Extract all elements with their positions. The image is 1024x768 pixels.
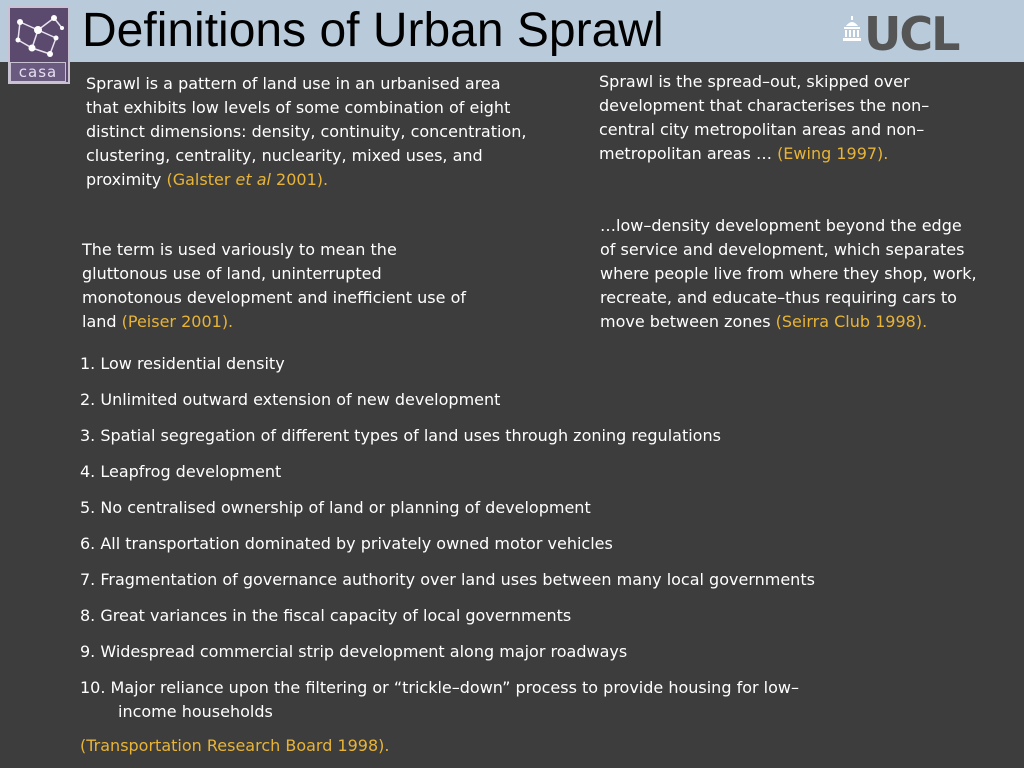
list-item bbox=[80, 676, 980, 734]
sprawl-dimensions-list bbox=[80, 352, 980, 734]
definition-text: Sprawl is a pattern of land use in an urbanised area that exhibits low levels of some combination of eight distinct dimensions: density, continuity, concentration, clustering, centrality, nuclearity, mixed uses, and proximity bbox=[86, 74, 527, 189]
definition-peiser bbox=[82, 238, 482, 334]
list-item: 6. All transportation dominated by privately owned motor vehicles bbox=[80, 534, 613, 553]
list-item: 3. Spatial segregation of different types of land uses through zoning regulations bbox=[80, 426, 721, 445]
ucl-logo-text: UCL bbox=[864, 7, 959, 61]
citation: (Seirra Club 1998). bbox=[775, 312, 928, 331]
definition-galster bbox=[86, 72, 536, 192]
list-item-continuation: income households bbox=[118, 702, 273, 721]
definition-text: The term is used variously to mean the gluttonous use of land, uninterrupted monotonous development and inefficient use of land bbox=[82, 240, 466, 331]
list-item-line: 10. Major reliance upon the filtering or “trickle–down” process to provide housing for low– bbox=[80, 678, 799, 697]
casa-logo-text: casa bbox=[10, 62, 66, 82]
list-item: 5. No centralised ownership of land or planning of development bbox=[80, 498, 591, 517]
list-item: 1. Low residential density bbox=[80, 354, 285, 373]
citation: (Ewing 1997). bbox=[777, 144, 889, 163]
list-item: 2. Unlimited outward extension of new development bbox=[80, 390, 501, 409]
list-citation: (Transportation Research Board 1998). bbox=[80, 736, 390, 755]
network-icon bbox=[10, 8, 68, 66]
definition-sierra-club bbox=[600, 214, 980, 334]
citation: (Galster et al 2001). bbox=[166, 170, 329, 189]
definition-ewing bbox=[599, 70, 979, 166]
page-title: Definitions of Urban Sprawl bbox=[82, 4, 664, 57]
list-item: 9. Widespread commercial strip development along major roadways bbox=[80, 642, 628, 661]
definition-text: …low–density development beyond the edge of service and development, which separates where people live from where they shop, work, recreate, and educate–thus requiring cars to move between zones bbox=[600, 216, 977, 331]
list-item: 8. Great variances in the fiscal capacity of local governments bbox=[80, 606, 572, 625]
definition-text: Sprawl is the spread–out, skipped over development that characterises the non–central city metropolitan areas and non–metropolitan areas … bbox=[599, 72, 930, 163]
citation: (Peiser 2001). bbox=[121, 312, 234, 331]
ucl-logo bbox=[842, 7, 1002, 61]
building-dome-icon bbox=[842, 16, 862, 42]
list-item: 4. Leapfrog development bbox=[80, 462, 282, 481]
list-item: 7. Fragmentation of governance authority over land uses between many local governments bbox=[80, 570, 815, 589]
